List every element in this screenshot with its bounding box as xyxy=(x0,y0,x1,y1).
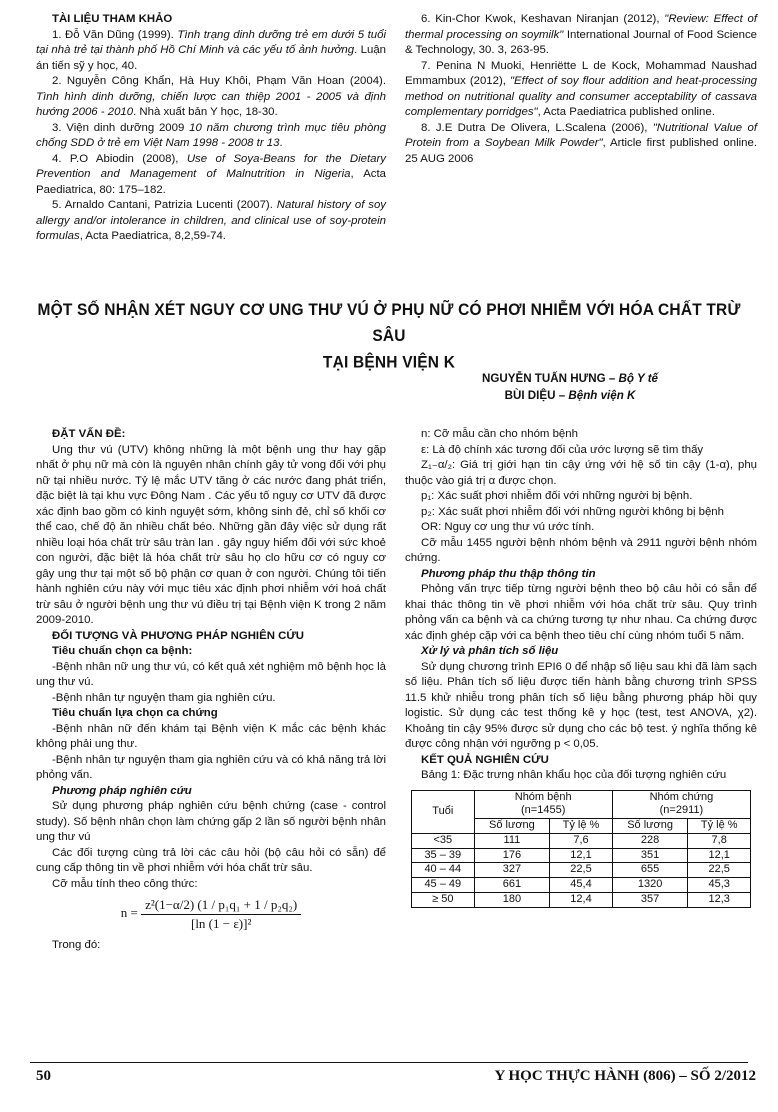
subheading-data-collection: Phương pháp thu thập thông tin xyxy=(421,567,596,580)
formula-lhs: n = xyxy=(120,905,138,921)
formula-numerator: z²(1−α/2) (1 / p₁q₁ + 1 / p₂q₂) xyxy=(141,896,301,915)
paragraph-control-2: -Bệnh nhân tự nguyện tham gia nghiên cứu và có khả năng trả lời phỏng vấn. xyxy=(36,753,386,781)
cell-age: 40 – 44 xyxy=(412,863,475,878)
author-1: NGUYỄN TUẤN HƯNG – Bộ Y tế xyxy=(481,372,659,385)
paragraph-case-2: -Bệnh nhân tự nguyện tham gia nghiên cứu. xyxy=(52,691,276,704)
cell-control-pct: 12,1 xyxy=(688,848,751,863)
author-block xyxy=(420,370,720,405)
table-header-row xyxy=(412,790,751,819)
def-or: OR: Nguy cơ ung thư vú ước tính. xyxy=(421,521,595,533)
cell-control-count: 1320 xyxy=(612,878,688,893)
header-control-pct: Tỷ lệ % xyxy=(688,819,751,834)
journal-footer: Y HỌC THỰC HÀNH (806) – SỐ 2/2012 xyxy=(494,1068,756,1084)
reference-4: 4. P.O Abiodin (2008), Use of Soya-Beans for the Dietary Prevention and Management of Malnutrition in Nigeria, Acta Paediatrica, 80: 175–182. xyxy=(36,152,386,196)
cell-control-pct: 12,3 xyxy=(688,892,751,907)
section-heading-methods: ĐỐI TƯỢNG VÀ PHƯƠNG PHÁP NGHIÊN CỨU xyxy=(52,629,304,642)
section-heading-results: KẾT QUẢ NGHIÊN CỨU xyxy=(421,753,549,766)
subheading-analysis: Xử lý và phân tích số liệu xyxy=(421,645,559,657)
paragraph-data-collection: Phỏng vấn trực tiếp từng người bệnh theo bộ câu hỏi có sẵn để khai thác thông tin về phơi nhiễm với hóa chất trừ sâu. Quy trình phỏng vấn ca bệnh và ca chứng tương tự như nhau. Ca chứng được xác định ghép cặp với ca bệnh theo tiêu chí cùng nhóm tuổi 5 năm. xyxy=(405,583,757,642)
subheading-control-criteria: Tiêu chuẩn lựa chọn ca chứng xyxy=(52,707,218,719)
table-row xyxy=(412,848,751,863)
reference-5: 5. Arnaldo Cantani, Patrizia Lucenti (2007). Natural history of soy allergy and/or intolerance in children, and clinical use of soy-protein formulas, Acta Paediatrica, 8,2,59-74. xyxy=(36,199,386,242)
sample-size-formula xyxy=(36,896,386,932)
cell-case-pct: 12,4 xyxy=(550,892,613,907)
cell-control-count: 357 xyxy=(612,892,688,907)
def-n: n: Cỡ mẫu cần cho nhóm bệnh xyxy=(421,428,578,440)
formula-denominator: [ln (1 − ε)]² xyxy=(190,915,252,931)
cell-case-pct: 45,4 xyxy=(550,878,613,893)
table-row xyxy=(412,892,751,907)
article-title xyxy=(30,298,748,376)
header-case-group: Nhóm bệnh (n=1455) xyxy=(474,790,612,819)
reference-8: 8. J.E Dutra De Olivera, L.Scalena (2006), "Nutritional Value of Protein from a Soybean Milk Powder", Article first published online. 25 AUG 2006 xyxy=(405,121,757,165)
cell-age: 35 – 39 xyxy=(412,848,475,863)
article-title-line2: TẠI BỆNH VIỆN K xyxy=(322,353,456,372)
reference-3: 3. Viện dinh dưỡng 2009 10 năm chương trình mục tiêu phòng chống SDD ở trẻ em Việt Nam 1998 - 2008 tr 13. xyxy=(36,121,386,149)
reference-1: 1. Đỗ Văn Dũng (1999). Tình trạng dinh dưỡng trẻ em dưới 5 tuổi tại nhà trẻ tại thành phố Hồ Chí Minh và các yếu tố ảnh hưởng. Luận án tiến sỹ y học, 40. xyxy=(36,28,386,72)
references-heading: TÀI LIỆU THAM KHẢO xyxy=(52,13,173,25)
paragraph-analysis: Sử dụng chương trình EPI6 0 để nhập số liệu sau khi đã làm sạch số liệu. Phân tích số liệu được tiến hành bằng chương trình SPSS 11.5 khử nhiễu trong phân tích số liệu bằng phương pháp hồi quy logistic. Sử dụng các test thống kê y học (test, test ANOVA, χ2). Khoảng tin cậy 95% được sử dụng cho các bộ test. ý nghĩa thống kê được công nhận với ngưỡng p < 0,05. xyxy=(405,660,757,750)
cell-control-pct: 7,8 xyxy=(688,833,751,848)
cell-age: ≥ 50 xyxy=(412,892,475,907)
cell-case-count: 176 xyxy=(474,848,550,863)
table-row xyxy=(412,833,751,848)
header-case-count: Số lương xyxy=(474,819,550,834)
body-right-column xyxy=(405,427,757,908)
reference-2: 2. Nguyễn Công Khẩn, Hà Huy Khôi, Phạm Văn Hoan (2004). Tình hình dinh dưỡng, chiến lược can thiệp 2001 - 2005 và định hướng 2006 - 2010. Nhà xuất bản Y học, 18-30. xyxy=(36,75,386,118)
references-right xyxy=(405,12,757,167)
cell-case-count: 111 xyxy=(474,833,550,848)
paragraph-intro: Ung thư vú (UTV) không những là một bệnh ung thư hay gặp nhất ở phụ nữ mà còn là nguyên nhân chính gây tử vong đối với phụ nữ tại nhiều nước. Tỷ lệ mắc UTV tăng ở các nước đang phát triển, đặc biệt là tại khu vực Đông Nam . Các yếu tố nguy cơ UTV đã được xác định bao gồm có kinh nguyệt sớm, không sinh đẻ, chỉ số khối cơ thể cao, chế độ ăn nhiều chất béo. Những gần đây việc sử dụng rất nhiều loại hóa chất trừ sâu tràn lan . gây nguy hiểm đối với sức khoẻ con người, đặc biệt là hóa chất trừ sâu họ clo hữu cơ có nguy cơ gây ung thư tại một số bộ phận cơ quan ở con người. Chúng tôi tiến hành nghiên cứu này với mục tiêu xác định phơi nhiễm với hoá chất trừ sâu ở người bệnh ung thư vú điều trị tại Bệnh viện K trong 2 năm 2009-2010. xyxy=(36,443,386,626)
paragraph-method-2: Các đối tượng cùng trả lời các câu hỏi (bộ câu hỏi có sẵn) để cung cấp thông tin về phơi nhiễm với hóa chất trừ sâu. xyxy=(36,846,386,874)
table-row xyxy=(412,878,751,893)
cell-control-count: 351 xyxy=(612,848,688,863)
article-title-line1: MỘT SỐ NHẬN XÉT NGUY CƠ UNG THƯ VÚ Ở PHỤ NỮ CÓ PHƠI NHIỄM VỚI HÓA CHẤT TRỪ SÂU xyxy=(37,301,741,346)
paragraph-control-1: -Bệnh nhân nữ đến khám tại Bệnh viện K mắc các bệnh khác không phải ung thư. xyxy=(36,722,386,750)
section-heading-intro: ĐẶT VẤN ĐỀ: xyxy=(52,428,126,440)
table-row xyxy=(412,863,751,878)
cell-case-count: 180 xyxy=(474,892,550,907)
subheading-method: Phương pháp nghiên cứu xyxy=(52,784,192,797)
table-caption: Bảng 1: Đặc trưng nhân khẩu học của đối tượng nghiên cứu xyxy=(421,769,727,781)
header-age: Tuổi xyxy=(412,790,475,833)
cell-age: <35 xyxy=(412,833,475,848)
body-left-column xyxy=(36,427,386,954)
author-2: BÙI DIỆU – Bệnh viện K xyxy=(504,389,636,403)
cell-case-pct: 22,5 xyxy=(550,863,613,878)
def-z: Z₁₋α/₂: Giá trị giới hạn tin cậy ứng với hệ số tin cậy (1-α), phụ thuộc vào giá trị α được chọn. xyxy=(405,459,757,487)
def-p2: p₂: Xác suất phơi nhiễm đối với những người không bị bệnh xyxy=(421,505,724,518)
paragraph-sample-size: Cỡ mẫu 1455 người bệnh nhóm bệnh và 2911 người bệnh nhóm chứng. xyxy=(405,536,757,564)
reference-6: 6. Kin-Chor Kwok, Keshavan Niranjan (2012), "Review: Effect of thermal processing on soymilk" International Journal of Food Science & Technology, 30. 3, 263-95. xyxy=(405,13,758,56)
cell-case-pct: 12,1 xyxy=(550,848,613,863)
def-p1: p₁: Xác suất phơi nhiễm đối với những người bị bệnh. xyxy=(421,490,693,502)
cell-case-count: 327 xyxy=(474,863,550,878)
def-epsilon: ε: Là độ chính xác tương đối của ước lượng sẽ tìm thấy xyxy=(421,443,704,456)
paragraph-case-1: -Bệnh nhân nữ ung thư vú, có kết quả xét nghiệm mô bệnh học là ung thư vú. xyxy=(36,660,386,688)
cell-case-pct: 7,6 xyxy=(550,833,613,848)
paragraph-where: Trong đó: xyxy=(52,939,101,952)
cell-control-count: 655 xyxy=(612,863,688,878)
cell-age: 45 – 49 xyxy=(412,878,475,893)
header-control-count: Số lương xyxy=(612,819,688,834)
header-case-pct: Tỷ lệ % xyxy=(550,819,613,834)
references-left xyxy=(36,12,386,245)
demographics-table xyxy=(411,790,751,908)
subheading-case-criteria: Tiêu chuẩn chọn ca bệnh: xyxy=(52,645,193,657)
header-control-group: Nhóm chứng (n=2911) xyxy=(612,790,750,819)
reference-7: 7. Penina N Muoki, Henriëtte L de Kock, Mohammad Naushad Emmambux (2012), "Effect of soy flour addition and heat-processing method on nutritional quality and consumer acceptability of cassava complementary porridges", Acta Paediatrica published online. xyxy=(405,59,757,118)
cell-case-count: 661 xyxy=(474,878,550,893)
paragraph-method-1: Sử dụng phương pháp nghiên cứu bệnh chứng (case - control study). Số bệnh nhân chọn làm chứng gấp 2 lần số người bệnh nhân ung thư vú xyxy=(36,800,386,843)
paragraph-method-3: Cỡ mẫu tính theo công thức: xyxy=(52,877,198,890)
cell-control-pct: 22,5 xyxy=(688,863,751,878)
page-number: 50 xyxy=(36,1068,51,1084)
cell-control-count: 228 xyxy=(612,833,688,848)
formula-fraction xyxy=(141,896,301,932)
footer-divider xyxy=(30,1062,748,1063)
cell-control-pct: 45,3 xyxy=(688,878,751,893)
